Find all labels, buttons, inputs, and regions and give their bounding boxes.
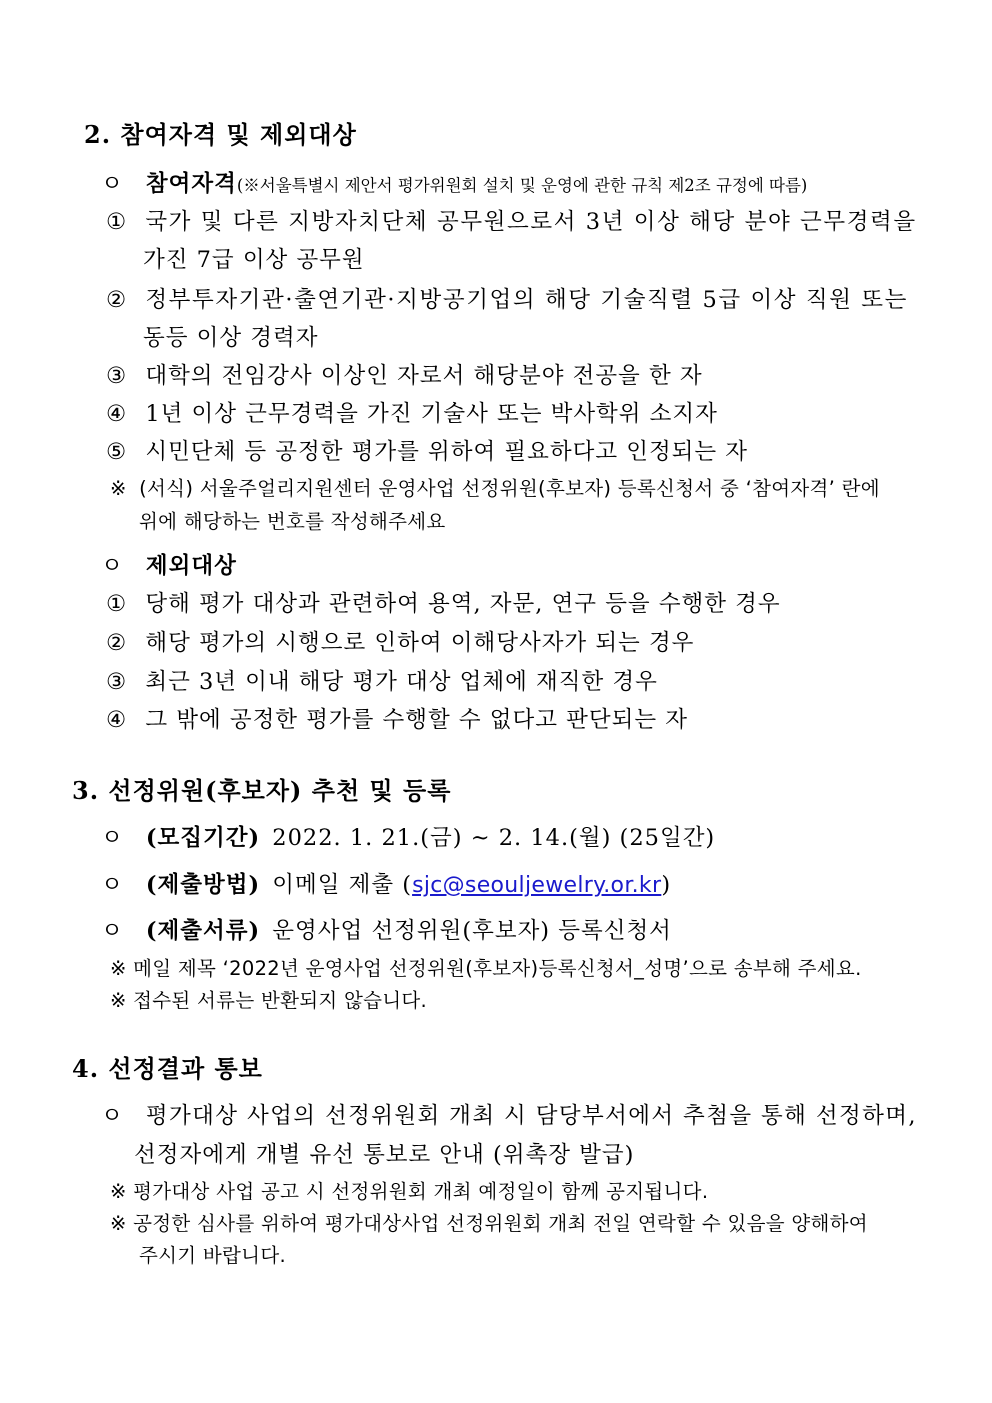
qualification-item-3: [106, 358, 703, 390]
contact-note: ※ 공정한 심사를 위하여 평가대상사업 선정위원회 개최 전일 연락할 수 있음을 양해하여: [110, 1212, 868, 1235]
qualification-item-1: [106, 204, 917, 236]
recruit-period: [101, 820, 715, 852]
exclusion-item-2: [106, 625, 694, 657]
bullet: ㅇ: [101, 872, 124, 898]
item-text: 해당 평가의 시행으로 인하여 이해당사자가 되는 경우: [145, 630, 695, 656]
result-text: 평가대상 사업의 선정위원회 개최 시 담당부서에서 추첨을 통해 선정하며,: [145, 1103, 917, 1129]
item-text: 최근 3년 이내 해당 평가 대상 업체에 재직한 경우: [145, 669, 658, 695]
notice-mark: ※: [110, 477, 127, 500]
bullet: ㅇ: [101, 553, 124, 579]
bullet: ㅇ: [101, 918, 124, 944]
qualification-label: 참여자격: [145, 171, 237, 197]
documents-not-returned-note: ※ 접수된 서류는 반환되지 않습니다.: [110, 989, 428, 1012]
email-link[interactable]: sjc@seouljewelry.or.kr: [412, 873, 662, 898]
submit-method: [101, 867, 671, 899]
method-close: ): [661, 872, 672, 898]
qualification-item-2: [106, 282, 908, 314]
qualification-item-4: [106, 396, 718, 428]
item-text: 시민단체 등 공정한 평가를 위하여 필요하다고 인정되는 자: [145, 439, 749, 465]
item-text: 대학의 전임강사 이상인 자로서 해당분야 전공을 한 자: [145, 363, 703, 389]
qualification-notice: [110, 473, 880, 501]
qualification-item-5: [106, 434, 748, 466]
section-4-title: 4. 선정결과 통보: [72, 1054, 263, 1083]
exclusion-item-4: [106, 702, 688, 734]
qualification-item-2-cont: 동등 이상 경력자: [143, 325, 319, 351]
bullet: ㅇ: [101, 171, 124, 197]
bullet: ㅇ: [101, 1103, 124, 1129]
item-number: ⑤: [106, 439, 128, 465]
result-text-cont: 선정자에게 개별 유선 통보로 안내 (위촉장 발급): [134, 1142, 635, 1168]
notice-text: (서식) 서울주얼리지원센터 운영사업 선정위원(후보자) 등록신청서 중 ‘참여자격’ 란에: [139, 477, 880, 500]
item-number: ③: [106, 363, 128, 389]
section-3-title: 3. 선정위원(후보자) 추천 및 등록: [72, 776, 452, 805]
item-number: ②: [106, 630, 128, 656]
contact-note-cont: 주시기 바랍니다.: [139, 1244, 286, 1267]
period-label: (모집기간): [145, 825, 261, 851]
result-notice: [101, 1098, 917, 1130]
bullet: ㅇ: [101, 825, 124, 851]
item-text: 국가 및 다른 지방자치단체 공무원으로서 3년 이상 해당 분야 근무경력을: [145, 209, 917, 235]
qualification-notice-cont: 위에 해당하는 번호를 작성해주세요: [139, 510, 446, 533]
item-number: ②: [106, 287, 128, 313]
item-number: ③: [106, 669, 128, 695]
qualification-heading: [101, 166, 807, 198]
item-text: 정부투자기관·출연기관·지방공기업의 해당 기술직렬 5급 이상 직원 또는: [145, 287, 908, 313]
docs-value: 운영사업 선정위원(후보자) 등록신청서: [272, 918, 672, 944]
section-2-title: 2. 참여자격 및 제외대상: [84, 120, 357, 149]
method-label: (제출방법): [145, 872, 261, 898]
submit-documents: [101, 913, 672, 945]
item-text: 1년 이상 근무경력을 가진 기술사 또는 박사학위 소지자: [145, 401, 718, 427]
item-number: ①: [106, 591, 128, 617]
announcement-note: ※ 평가대상 사업 공고 시 선정위원회 개최 예정일이 함께 공지됩니다.: [110, 1180, 709, 1203]
exclusion-heading: [101, 548, 237, 580]
qualification-note: (※서울특별시 제안서 평가위원회 설치 및 운영에 관한 규칙 제2조 규정에 따름): [236, 176, 808, 195]
exclusion-item-1: [106, 586, 781, 618]
item-text: 그 밖에 공정한 평가를 수행할 수 없다고 판단되는 자: [145, 707, 688, 733]
item-number: ④: [106, 707, 128, 733]
qualification-item-1-cont: 가진 7급 이상 공무원: [143, 247, 365, 273]
item-number: ④: [106, 401, 128, 427]
exclusion-item-3: [106, 664, 658, 696]
item-number: ①: [106, 209, 128, 235]
docs-label: (제출서류): [145, 918, 261, 944]
method-text: 이메일 제출 (: [272, 872, 413, 898]
period-value: 2022. 1. 21.(금) ~ 2. 14.(월) (25일간): [272, 825, 716, 851]
item-text: 당해 평가 대상과 관련하여 용역, 자문, 연구 등을 수행한 경우: [145, 591, 781, 617]
mail-subject-note: ※ 메일 제목 ‘2022년 운영사업 선정위원(후보자)등록신청서_성명’으로 송부해 주세요.: [110, 957, 862, 980]
exclusion-label: 제외대상: [145, 553, 237, 579]
